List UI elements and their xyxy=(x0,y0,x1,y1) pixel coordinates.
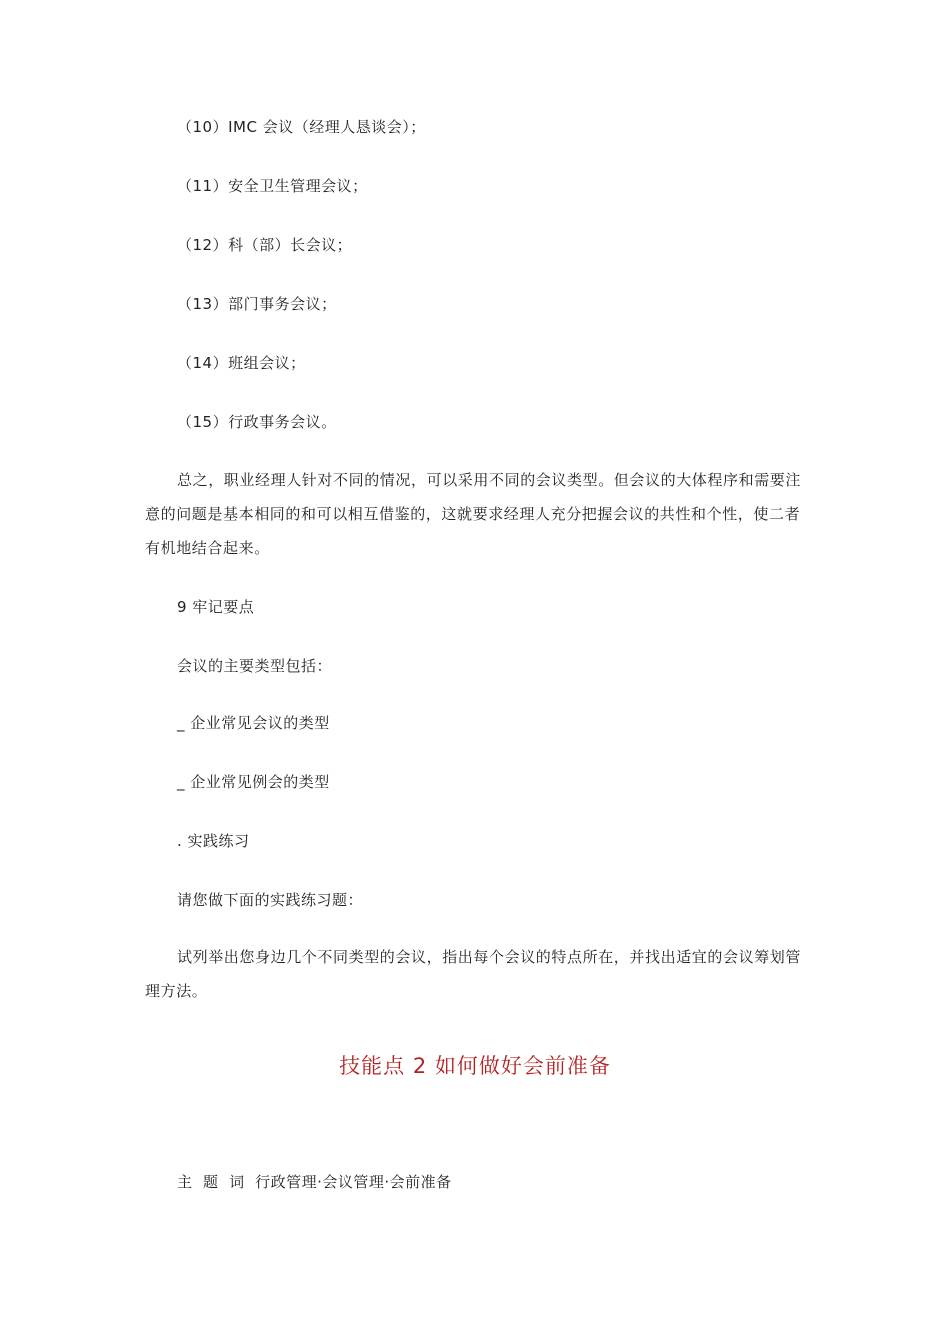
practice-intro: 请您做下面的实践练习题： xyxy=(177,891,364,909)
list-item-12: （12）科（部）长会议； xyxy=(177,236,353,254)
list-item-10: （10）IMC 会议（经理人恳谈会）； xyxy=(177,118,426,136)
list-item-11: （11）安全卫生管理会议； xyxy=(177,177,368,195)
practice-question: 试列举出您身边几个不同类型的会议，指出每个会议的特点所在，并找出适宜的会议筹划管理方法。 xyxy=(145,948,802,1000)
section-heading: 技能点 2 如何做好会前准备 xyxy=(339,1054,611,1078)
practice-title: . 实践练习 xyxy=(177,832,250,850)
key-points-title: 9 牢记要点 xyxy=(177,598,255,616)
keywords-line: 主 题 词 行政管理·会议管理·会前准备 xyxy=(177,1173,452,1191)
summary-paragraph: 总之，职业经理人针对不同的情况，可以采用不同的会议类型。但会议的大体程序和需要注意的问题是基本相同的和可以相互借鉴的，这就要求经理人充分把握会议的共性和个性，使二者有机地结合起来。 xyxy=(145,471,802,557)
key-points-intro: 会议的主要类型包括： xyxy=(177,657,333,675)
key-point-item: _ 企业常见会议的类型 xyxy=(177,714,330,732)
key-point-item: _ 企业常见例会的类型 xyxy=(177,773,330,791)
list-item-14: （14）班组会议； xyxy=(177,354,306,372)
list-item-13: （13）部门事务会议； xyxy=(177,295,337,313)
list-item-15: （15）行政事务会议。 xyxy=(177,413,337,431)
